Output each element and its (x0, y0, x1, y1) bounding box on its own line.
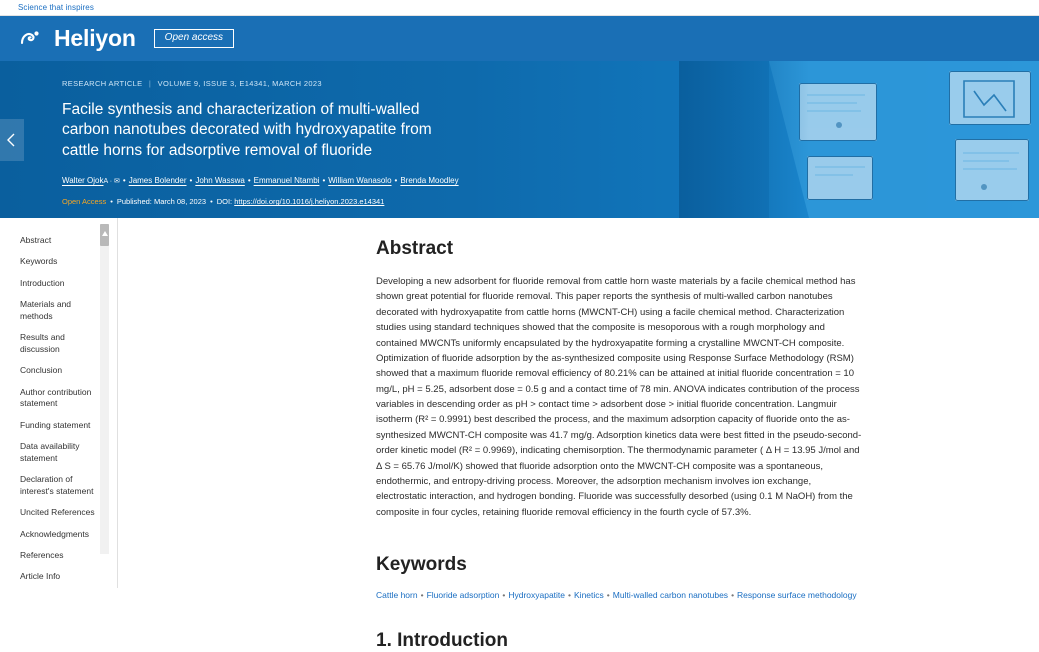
breadcrumb-volume-issue: VOLUME 9, ISSUE 3, E14341, MARCH 2023 (157, 79, 322, 88)
breadcrumb-separator: | (148, 79, 152, 88)
sidebar-item-funding-statement[interactable]: Funding statement (20, 419, 91, 430)
article-body (0, 218, 1039, 651)
author-link[interactable]: John Wasswa (195, 176, 245, 186)
heliyon-logo-icon (18, 27, 42, 51)
author-separator: • (122, 176, 126, 186)
publine-separator: • (210, 197, 213, 207)
author-separator: • (394, 176, 398, 186)
author-badges: A · ✉ (103, 178, 120, 186)
author-link[interactable]: William Wanasolo (328, 176, 392, 186)
breadcrumb (62, 79, 640, 88)
sidebar-item-data-availability-statement[interactable]: Data availability statement (20, 441, 80, 463)
keyword-link[interactable]: Cattle horn (376, 590, 418, 600)
hero-decorative-image (769, 61, 1039, 218)
sidebar-item-materials-and-methods[interactable]: Materials and methods (20, 299, 72, 321)
sidebar-item-keywords[interactable]: Keywords (20, 256, 58, 267)
page-title: Facile synthesis and characterization of multi-walled carbon nanotubes decorated with hydroxyapatite from cattle horns for adsorptive removal of fluoride (62, 101, 432, 159)
author-link[interactable]: Emmanuel Ntambi (253, 176, 320, 186)
keyword-link[interactable]: Multi-walled carbon nanotubes (612, 590, 729, 600)
introduction-heading: 1. Introduction (376, 630, 508, 651)
sidebar-item-uncited-references[interactable]: Uncited References (20, 507, 95, 518)
publication-line (62, 197, 640, 206)
keyword-link[interactable]: Kinetics (574, 590, 604, 600)
hero-content (0, 61, 640, 206)
author-link[interactable]: James Bolender (128, 176, 187, 186)
article-outline-sidebar (0, 218, 118, 588)
science-that-inspires-link[interactable]: Science that inspires (18, 3, 94, 12)
keyword-separator: • (420, 590, 424, 600)
sidebar-item-introduction[interactable]: Introduction (20, 277, 65, 288)
keyword-separator: • (568, 590, 572, 600)
abstract-text: Developing a new adsorbent for fluoride removal from cattle horn waste materials by a facile chemical method has shown great potential for fluoride removal. This paper reports the synthesis of multi-walled carbon nanotubes decorated with hydroxyapatite from cattle horns (MWCNT-CH) using a facile chemical method. Characterization studies using standard techniques showed that the composite is mesoporous with a rough morphology and contained MWCNTs uniformly encapsulated by the hydroxyapatite forming a crystalline MWCNT-CH composite. Optimization of fluoride adsorption by the as-synthesized composite using Response Surface Methodology (RSM) showed that a maximum fluoride removal efficiency of 80.21% can be attained at initial fluoride concentration = 10 mg/L, pH = 5.25, adsorbent dose = 0.5 g and a contact time of 78 min. ANOVA indicates contribution of the process variables in descending order as pH > contact time > adsorbent dose > initial fluoride concentration. Langmuir isotherm (R² = 0.9991) best described the process, and the maximum adsorption capacity of fluoride onto the as-synthesized MWCNT-CH composite was 41.7 mg/g. Adsorption kinetics data were best fitted in the pseudo-second-order kinetic model (R² = 0.9969), indicating chemisorption. The thermodynamic parameter ( Δ H = 13.95 J/mol and Δ S = 65.76 J/mol/K) showed that fluoride adsorption onto the MWCNT-CH composite was a spontaneous, endothermic, and entropy-driving process. Moreover, the adsorption mechanism involves ion exchange, electrostatic interaction, and hydrogen bonding. Fluoride was successfully desorbed (using 0.1 M NaOH) from the composite in four cycles, retaining fluoride removal efficiency in the fourth cycle of 57.3%. (376, 276, 862, 518)
author-link[interactable]: Walter Ojok (62, 176, 104, 186)
journal-title[interactable]: Heliyon (54, 25, 136, 51)
breadcrumb-type: RESEARCH ARTICLE (62, 79, 143, 88)
sidebar-item-results-and-discussion[interactable]: Results and discussion (20, 332, 65, 354)
keyword-separator: • (502, 590, 506, 600)
sidebar-item-declaration-of-interests-statement[interactable]: Declaration of interest's statement (20, 474, 94, 496)
keywords-heading: Keywords (376, 554, 467, 575)
sidebar-scrollbar-thumb[interactable] (100, 224, 109, 246)
keyword-separator: • (606, 590, 610, 600)
keyword-link[interactable]: Response surface methodology (737, 590, 857, 600)
publine-separator: • (110, 197, 113, 207)
keywords-list (376, 590, 864, 600)
sidebar-item-article-info[interactable]: Article Info (20, 571, 61, 582)
sidebar-item-abstract[interactable]: Abstract (20, 235, 52, 245)
published-date: Published: March 08, 2023 (116, 197, 207, 207)
sidebar-item-references[interactable]: References (20, 549, 64, 560)
journal-header (0, 16, 1039, 61)
article-hero (0, 61, 1039, 218)
keyword-link[interactable]: Hydroxyapatite (508, 590, 566, 600)
hero-gradient-overlay (679, 61, 809, 218)
sidebar-item-acknowledgments[interactable]: Acknowledgments (20, 528, 89, 539)
open-access-badge: Open access (154, 29, 234, 48)
article-content (118, 218, 1039, 651)
sidebar-item-conclusion[interactable]: Conclusion (20, 365, 63, 376)
doi-link[interactable]: https://doi.org/10.1016/j.heliyon.2023.e14341 (234, 197, 385, 207)
author-link[interactable]: Brenda Moodley (400, 176, 459, 186)
top-bar (0, 0, 1039, 16)
author-separator: • (322, 176, 326, 186)
keyword-separator: • (731, 590, 735, 600)
keyword-link[interactable]: Fluoride adsorption (426, 590, 500, 600)
author-list (62, 175, 640, 187)
sidebar-scrollbar-track[interactable] (100, 224, 109, 554)
sidebar-item-author-contribution-statement[interactable]: Author contribution statement (20, 386, 92, 409)
author-separator: • (189, 176, 193, 186)
abstract-heading: Abstract (376, 238, 454, 259)
doi-label: DOI: (216, 197, 233, 207)
author-separator: • (247, 176, 251, 186)
open-access-label: Open Access (62, 197, 107, 207)
